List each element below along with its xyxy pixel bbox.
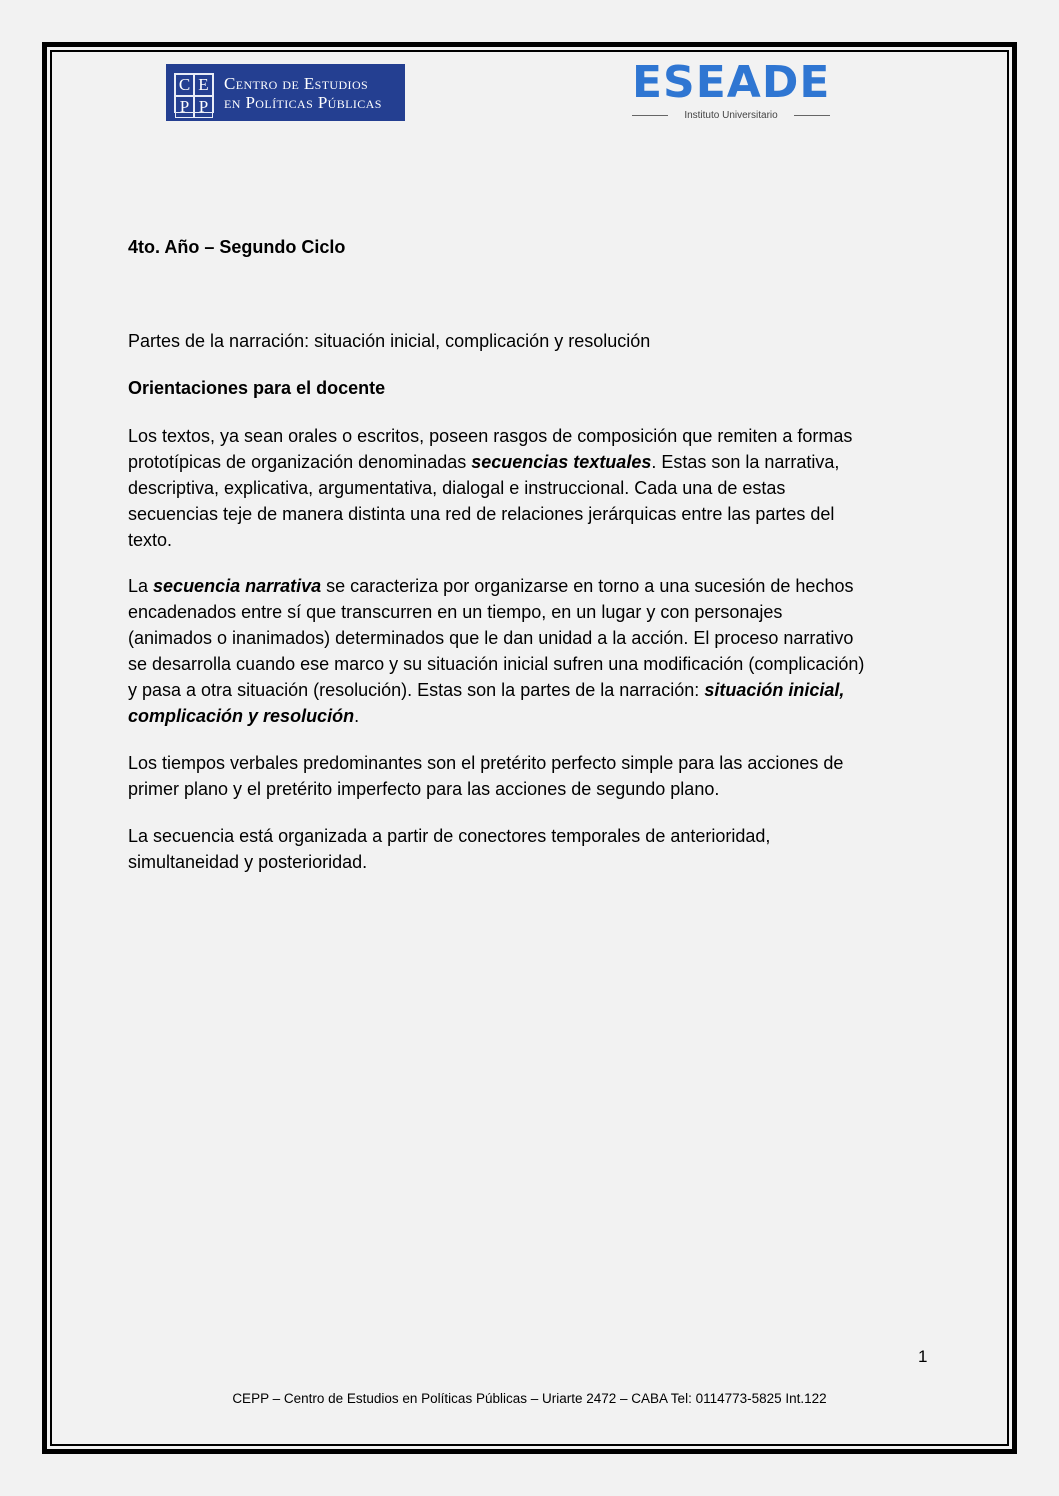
paragraph2-line: (animados o inanimados) determinados que le dan unidad a la acción. El proceso narrativo [128,628,854,648]
text-run: y pasa a otra situación (resolución). Estas son la partes de la narración: [128,680,705,700]
paragraph1-line: secuencias teje de manera distinta una red de relaciones jerárquicas entre las partes del [128,504,835,524]
cepp-letter: E [194,74,213,96]
eseade-rule-right [794,115,830,116]
emphasis-secuencia-narrativa: secuencia narrativa [153,576,322,596]
paragraph2-line: se desarrolla cuando ese marco y su situación inicial sufren una modificación (complicación) [128,654,865,674]
paragraph1-line: texto. [128,530,173,550]
emphasis-situacion-inicial: situación inicial, [704,680,845,700]
emphasis-secuencias-textuales: secuencias textuales [471,452,652,472]
eseade-rule-left [632,115,668,116]
eseade-logo-name: ESEADE [632,57,831,108]
topic-line: Partes de la narración: situación inicial, complicación y resolución [128,331,651,351]
paragraph1-line [128,449,839,475]
text-run: prototípicas de organización denominadas [128,452,472,472]
cepp-logo-line1: Centro de Estudios [224,74,369,93]
eseade-logo [632,57,831,122]
text-run: . Estas son la narrativa, [651,452,840,472]
cepp-letter: C [175,74,194,96]
grade-heading: 4to. Año – Segundo Ciclo [128,237,346,257]
eseade-logo-subtitle: Instituto Universitario [684,109,778,121]
paragraph2-line [128,677,844,703]
cepp-logo-line2: en Políticas Públicas [224,93,382,112]
text-run: se caracteriza por organizarse en torno a una sucesión de hechos [321,576,854,596]
paragraph4-line: simultaneidad y posterioridad. [128,852,368,872]
paragraph1-line: descriptiva, explicativa, argumentativa, dialogal e instruccional. Cada una de estas [128,478,786,498]
text-run: . [354,706,360,726]
cepp-logo [166,64,405,121]
paragraph2-line [128,573,853,599]
paragraph2-line [128,703,359,729]
page-number: 1 [918,1347,928,1366]
cepp-letter: P [194,96,213,118]
paragraph4-line: La secuencia está organizada a partir de conectores temporales de anterioridad, [128,826,771,846]
paragraph1-line: Los textos, ya sean orales o escritos, poseen rasgos de composición que remiten a formas [128,426,853,446]
eseade-subtitle-row [632,108,830,122]
emphasis-complicacion-resolucion: complicación y resolución [128,706,355,726]
paragraph2-line: encadenados entre sí que transcurren en un tiempo, en un lugar y con personajes [128,602,783,622]
cepp-letter: P [175,96,194,118]
paragraph3-line: primer plano y el pretérito imperfecto para las acciones de segundo plano. [128,779,720,799]
page-footer: CEPP – Centro de Estudios en Políticas Públicas – Uriarte 2472 – CABA Tel: 0114773-5825 Int.122 [232,1391,827,1406]
cepp-logo-text [224,74,382,112]
text-run: La [128,576,154,596]
section-heading: Orientaciones para el docente [128,378,386,398]
paragraph3-line: Los tiempos verbales predominantes son el pretérito perfecto simple para las acciones de [128,753,844,773]
cepp-letters-grid [174,73,214,116]
